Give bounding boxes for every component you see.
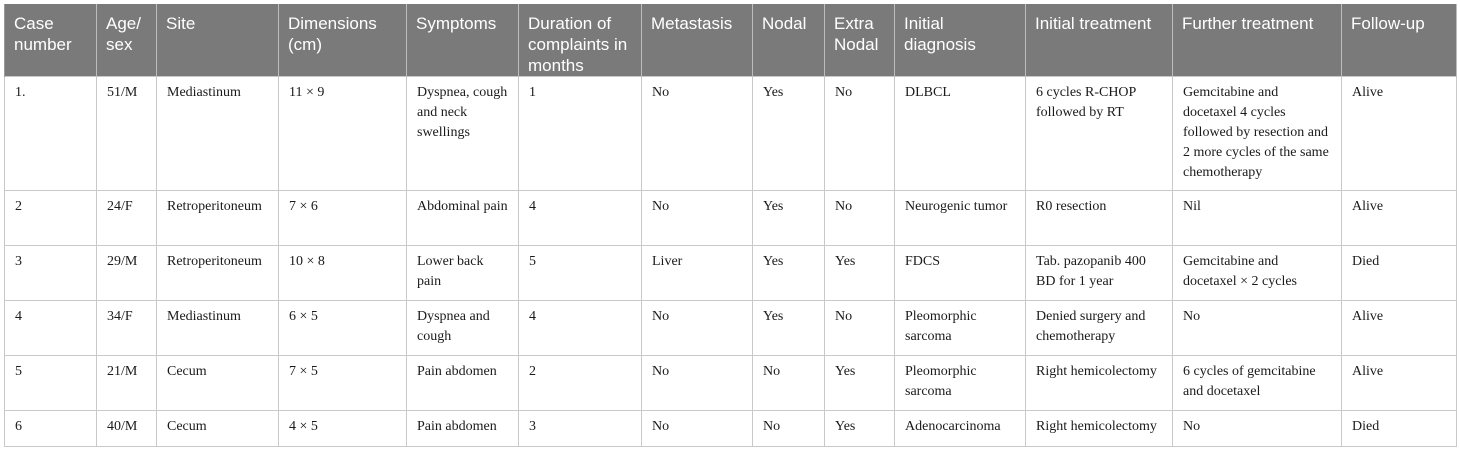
cell-site: Mediastinum bbox=[157, 301, 279, 356]
cell-case-number: 6 bbox=[5, 411, 97, 447]
cell-extra-nodal: No bbox=[825, 77, 895, 191]
cell-extra-nodal: Yes bbox=[825, 356, 895, 411]
cell-duration: 3 bbox=[519, 411, 642, 447]
cell-duration: 2 bbox=[519, 356, 642, 411]
header-site: Site bbox=[157, 4, 279, 77]
table-row bbox=[5, 411, 1457, 447]
cell-symptoms: Dyspnea and cough bbox=[407, 301, 519, 356]
cell-symptoms: Pain abdomen bbox=[407, 356, 519, 411]
cell-symptoms: Abdominal pain bbox=[407, 191, 519, 246]
cell-further-treatment: No bbox=[1173, 301, 1342, 356]
cell-site: Mediastinum bbox=[157, 77, 279, 191]
cell-site: Retroperitoneum bbox=[157, 191, 279, 246]
cell-initial-diagnosis: FDCS bbox=[895, 246, 1026, 301]
cell-metastasis: No bbox=[642, 77, 753, 191]
cell-metastasis: No bbox=[642, 191, 753, 246]
cell-site: Retroperitoneum bbox=[157, 246, 279, 301]
header-further-treatment: Further treatment bbox=[1173, 4, 1342, 77]
cell-dimensions: 6 × 5 bbox=[279, 301, 407, 356]
cell-duration: 4 bbox=[519, 191, 642, 246]
cell-case-number: 2 bbox=[5, 191, 97, 246]
cell-age-sex: 24/F bbox=[97, 191, 157, 246]
header-extra-nodal: Extra Nodal bbox=[825, 4, 895, 77]
header-case-number: Case number bbox=[5, 4, 97, 77]
header-age-sex: Age/ sex bbox=[97, 4, 157, 77]
cell-extra-nodal: Yes bbox=[825, 411, 895, 447]
cell-case-number: 5 bbox=[5, 356, 97, 411]
header-dimensions: Dimensions (cm) bbox=[279, 4, 407, 77]
cell-further-treatment: Nil bbox=[1173, 191, 1342, 246]
cell-initial-diagnosis: Pleomorphic sarcoma bbox=[895, 356, 1026, 411]
cell-case-number: 4 bbox=[5, 301, 97, 356]
table-row bbox=[5, 301, 1457, 356]
cell-follow-up: Died bbox=[1342, 246, 1457, 301]
cell-extra-nodal: No bbox=[825, 301, 895, 356]
cell-duration: 1 bbox=[519, 77, 642, 191]
cell-nodal: No bbox=[753, 356, 825, 411]
header-nodal: Nodal bbox=[753, 4, 825, 77]
cell-dimensions: 4 × 5 bbox=[279, 411, 407, 447]
cell-age-sex: 21/M bbox=[97, 356, 157, 411]
cell-extra-nodal: No bbox=[825, 191, 895, 246]
cell-duration: 5 bbox=[519, 246, 642, 301]
cell-nodal: Yes bbox=[753, 77, 825, 191]
cell-initial-diagnosis: DLBCL bbox=[895, 77, 1026, 191]
cell-case-number: 1. bbox=[5, 77, 97, 191]
cell-follow-up: Died bbox=[1342, 411, 1457, 447]
table-row bbox=[5, 191, 1457, 246]
cell-site: Cecum bbox=[157, 411, 279, 447]
table-row bbox=[5, 246, 1457, 301]
header-follow-up: Follow-up bbox=[1342, 4, 1457, 77]
cell-age-sex: 51/M bbox=[97, 77, 157, 191]
cell-dimensions: 11 × 9 bbox=[279, 77, 407, 191]
cell-dimensions: 7 × 6 bbox=[279, 191, 407, 246]
header-duration: Duration of complaints in months bbox=[519, 4, 642, 77]
cell-dimensions: 10 × 8 bbox=[279, 246, 407, 301]
cell-extra-nodal: Yes bbox=[825, 246, 895, 301]
cell-follow-up: Alive bbox=[1342, 77, 1457, 191]
cell-nodal: No bbox=[753, 411, 825, 447]
case-table bbox=[4, 4, 1457, 447]
cell-initial-diagnosis: Adenocarcinoma bbox=[895, 411, 1026, 447]
header-initial-treatment: Initial treatment bbox=[1026, 4, 1173, 77]
cell-age-sex: 34/F bbox=[97, 301, 157, 356]
cell-nodal: Yes bbox=[753, 301, 825, 356]
cell-site: Cecum bbox=[157, 356, 279, 411]
cell-initial-diagnosis: Neurogenic tumor bbox=[895, 191, 1026, 246]
table-row bbox=[5, 77, 1457, 191]
cell-age-sex: 40/M bbox=[97, 411, 157, 447]
header-initial-diagnosis: Initial diagnosis bbox=[895, 4, 1026, 77]
cell-further-treatment: No bbox=[1173, 411, 1342, 447]
cell-further-treatment: Gemcitabine and docetaxel 4 cycles followed by resection and 2 more cycles of the same chemotherapy bbox=[1173, 77, 1342, 191]
cell-symptoms: Dyspnea, cough and neck swellings bbox=[407, 77, 519, 191]
cell-initial-diagnosis: Pleomorphic sarcoma bbox=[895, 301, 1026, 356]
header-row bbox=[5, 4, 1457, 77]
header-symptoms: Symptoms bbox=[407, 4, 519, 77]
cell-age-sex: 29/M bbox=[97, 246, 157, 301]
header-metastasis: Metastasis bbox=[642, 4, 753, 77]
cell-nodal: Yes bbox=[753, 246, 825, 301]
cell-symptoms: Pain abdomen bbox=[407, 411, 519, 447]
cell-initial-treatment: Right hemicolectomy bbox=[1026, 356, 1173, 411]
cell-initial-treatment: R0 resection bbox=[1026, 191, 1173, 246]
table-row bbox=[5, 356, 1457, 411]
cell-initial-treatment: Right hemicolectomy bbox=[1026, 411, 1173, 447]
cell-metastasis: No bbox=[642, 301, 753, 356]
cell-case-number: 3 bbox=[5, 246, 97, 301]
cell-further-treatment: 6 cycles of gemcitabine and docetaxel bbox=[1173, 356, 1342, 411]
cell-initial-treatment: 6 cycles R-CHOP followed by RT bbox=[1026, 77, 1173, 191]
cell-follow-up: Alive bbox=[1342, 301, 1457, 356]
cell-metastasis: Liver bbox=[642, 246, 753, 301]
cell-metastasis: No bbox=[642, 411, 753, 447]
cell-initial-treatment: Tab. pazopanib 400 BD for 1 year bbox=[1026, 246, 1173, 301]
cell-follow-up: Alive bbox=[1342, 356, 1457, 411]
cell-initial-treatment: Denied surgery and chemotherapy bbox=[1026, 301, 1173, 356]
cell-duration: 4 bbox=[519, 301, 642, 356]
cell-nodal: Yes bbox=[753, 191, 825, 246]
cell-metastasis: No bbox=[642, 356, 753, 411]
cell-symptoms: Lower back pain bbox=[407, 246, 519, 301]
cell-further-treatment: Gemcitabine and docetaxel × 2 cycles bbox=[1173, 246, 1342, 301]
cell-follow-up: Alive bbox=[1342, 191, 1457, 246]
cell-dimensions: 7 × 5 bbox=[279, 356, 407, 411]
